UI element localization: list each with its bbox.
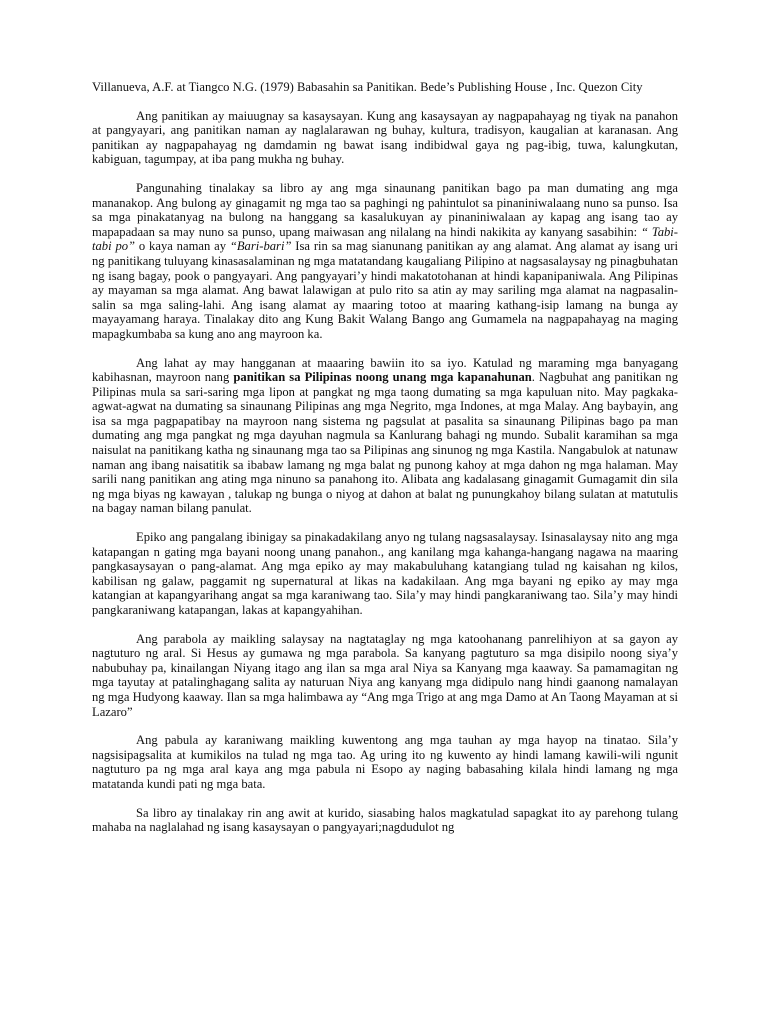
paragraph-text: o kaya naman ay: [135, 239, 230, 254]
italic-phrase-tabi-tabi-po: “ Tabi-tabi po”: [92, 224, 678, 254]
italic-phrase-bari-bari: “Bari-bari”: [229, 239, 292, 254]
paragraph-pabula: Ang pabula ay karaniwang maikling kuwentong ang mga tauhan ay mga hayop na tinatao. Sila’y nagsisipagsalita at kumikilos na tulad ng mga tao. Ag uring ito ng kuwento ay hindi lamang kawili-wili ngunit nagtuturo pa ng mga aral kaya ang mga pabula ni Esopo ay naging babasahing kilala hindi lamang ng mga matatanda kundi pati ng mga bata.: [92, 733, 678, 791]
paragraph-panitikan-pilipinas: [92, 356, 678, 517]
paragraph-text: Isa rin sa mag sianunang panitikan ay ang alamat. Ang alamat ay isang uri ng panitikang tuluyang kinasasalaminan ng mga matatandang kaugaliang Pilipino at nagsasalaysay ng pinagbuhatan ng isang bagay, pook o pangyayari. Ang pangyayari’y hindi makatotohanan at hindi kapanipaniwala. Ang Pilipinas ay mayaman sa mga alamat. Ang bawat lalawigan at pulo rito sa atin ay may sariling mga alamat na nagpasalin-salin sa mga saling-lahi. Ang isang alamat ay maaring totoo at maaring kathang-isip lamang na bunga ay mayayamang haraya. Tinalakay dito ang Kung Bakit Walang Bango ang Gumamela na nagpapahayag na maging mapagkumbaba sa kung ano ang mayroon ka.: [92, 239, 678, 341]
paragraph-sinaunang-panitikan: [92, 181, 678, 342]
paragraph-panitikan-kasaysayan: Ang panitikan ay maiuugnay sa kasaysayan. Kung ang kasaysayan ay nagpapahayag ng tiyak na panahon at pangyayari, ang panitikan naman ay naglalarawan ng buhay, kultura, tradisyon, kaugalian at karanasan. Ang panitikan ay nagpapahayag ng damdamin ng bawat isang indibidwal gaya ng pag-ibig, tuwa, kalungkutan, kabiguan, tagumpay, at iba pang mukha ng buhay.: [92, 108, 678, 167]
citation: Villanueva, A.F. at Tiangco N.G. (1979) Babasahin sa Panitikan. Bede’s Publishing House , Inc. Quezon City: [92, 80, 643, 94]
paragraph-awit-kurido: Sa libro ay tinalakay rin ang awit at kurido, siasabing halos magkatulad sapagkat ito ay parehong tulang mahaba na naglalahad ng isang kasaysayan o pangyayari;nagdudulot ng: [92, 805, 678, 835]
paragraph-text: Pangunahing tinalakay sa libro ay ang mga sinaunang panitikan bago pa man dumating ang mga mananakop. Ang bulong ay ginagamit ng mga tao sa paghingi ng pahintulot sa pinaniniwalaang nuno sa punso. Isa sa mga pinakatanyag na bulong na hanggang sa kasalukuyan ay pinaniniwalaan ay kapag ang isang tao ay mapapadaan sa may nuno sa punso, upang maiwasan ang nilalang na hindi nakikita ay kanyang sasabihin:: [92, 180, 678, 239]
paragraph-text: Ang lahat ay may hangganan at maaaring bawiin ito sa iyo. Katulad ng maraming mga banyagang kabihasnan, mayroon nang: [92, 355, 678, 385]
paragraph-parabola: Ang parabola ay maikling salaysay na nagtataglay ng mga katoohanang panrelihiyon at sa gayon ay nagtuturo ng aral. Si Hesus ay gumawa ng mga parabola. Sa kanyang pagtuturo sa mga disipilo noong siya’y nabubuhay pa, kinailangan Niyang itago ang ilan sa mga aral Niya sa Kanyang mga kaaway. Sa pamamagitan ng mga tayutay at patalinghagang salita ay naturuan Niya ang kanyang mga didipulo nang hindi gaanong namalayan ng mga Hudyong kaaway. Ilan sa mga halimbawa ay “Ang mga Trigo at ang mga Damo at An Taong Mayaman at si Lazaro”: [92, 631, 678, 719]
document-page: [92, 80, 678, 835]
paragraph-text: . Nagbuhat ang panitikan ng Pilipinas mula sa sari-saring mga lipon at pangkat ng mga taong dumating sa mga kapuluan nito. May pagkaka-agwat-agwat na dumating sa sinaunang Pilipinas ang mga Negrito, mga Indones, at mga Malay. Ang baybayin, ang isa sa mga pagpapatibay na mayroon nang sistema ng pagsulat at pasalita sa sinaunang Pilipinas bago pa man dumating ang mga pangkat ng mga dayuhan nagmula sa Kanlurang bahagi ng mundo. Subalit karamihan sa mga naisulat na panitikang katha ng sinaunang mga tao sa Pilipinas ang sinunog ng mga Kastila. Nangabulok at natunaw naman ang ibang naisatitik sa ibabaw lamang ng mga balat ng punong kahoy at mga dahon ng mga halaman. May sarili nang panitikan ang ating mga ninuno sa panahong ito. Alibata ang kadalasang ginagamit Gumagamit din sila ng mga biyas ng kawayan , talukap ng bunga o niyog at dahon at balat ng punungkahoy bilang sulatan at matutulis na bagay naman bilang panulat.: [92, 370, 678, 516]
paragraph-epiko: Epiko ang pangalang ibinigay sa pinakadakilang anyo ng tulang nagsasalaysay. Isinasalaysay nito ang mga katapangan n gating mga bayani noong unang panahon., ang kanilang mga kahanga-hangang nagawa na maaring pangkasaysayan o pang-alamat. Ang mga epiko ay may makabuluhang katangiang tulad ng kaisahan ng kilos, kabilisan ng galaw, paggamit ng supernatural at likas na kadakilaan. Ang mga bayani ng epiko ay may mga katangian at kapangyarihang angat sa mga karaniwang tao. Sila’y may hindi pangkaraniwang tao. Sila’y may hindi pangkaraniwang katapangan, lakas at kapangyahihan.: [92, 530, 678, 617]
bold-phrase-panitikan-sa-pilipinas: panitikan sa Pilipinas noong unang mga kapanahunan: [233, 370, 532, 385]
